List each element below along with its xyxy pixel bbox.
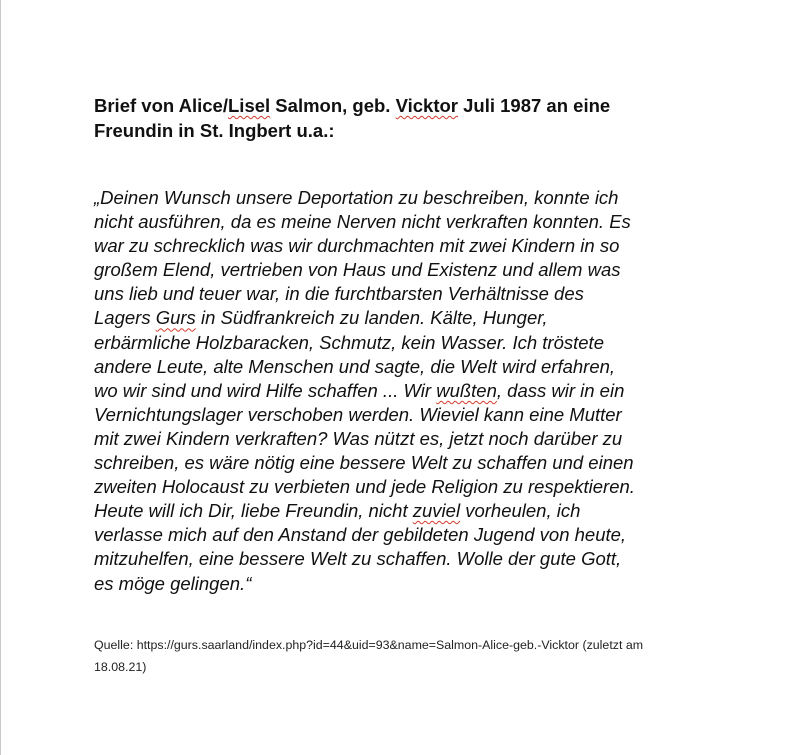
quote-line: Lagers Gurs in Südfrankreich zu landen. Kälte, Hunger, bbox=[94, 307, 548, 329]
quote-line: Heute will ich Dir, liebe Freundin, nicht zuviel vorheulen, ich bbox=[94, 500, 581, 522]
quote-line: mitzuhelfen, eine bessere Welt zu schaffen. Wolle der gute Gott, bbox=[94, 548, 622, 570]
quote-line: andere Leute, alte Menschen und sagte, die Welt wird erfahren, bbox=[94, 355, 616, 377]
quote-line: mit zwei Kindern verkraften? Was nützt es, jetzt noch darüber zu bbox=[94, 427, 623, 449]
letter-quote bbox=[94, 186, 734, 596]
source-line: Quelle: https://gurs.saarland/index.php?id=44&uid=93&name=Salmon-Alice-geb.-Vicktor (zuletzt am bbox=[94, 638, 644, 652]
quote-line: erbärmliche Holzbaracken, Schmutz, kein Wasser. Ich tröstete bbox=[94, 331, 604, 353]
quote-line: uns lieb und teuer war, in die furchtbarsten Verhältnisse des bbox=[94, 283, 584, 305]
spellcheck-word[interactable]: Vicktor bbox=[395, 95, 458, 116]
source-citation bbox=[94, 634, 734, 678]
spellcheck-word[interactable]: zuviel bbox=[412, 500, 461, 522]
quote-line: schreiben, es wäre nötig eine bessere Welt zu schaffen und einen bbox=[94, 452, 634, 474]
spellcheck-word[interactable]: Lisel bbox=[228, 95, 271, 116]
quote-line: „Deinen Wunsch unsere Deportation zu beschreiben, konnte ich bbox=[94, 187, 619, 208]
quote-line: verlasse mich auf den Anstand der gebildeten Jugend von heute, bbox=[94, 524, 627, 546]
quote-line: war zu schrecklich was wir durchmachten mit zwei Kindern in so bbox=[94, 235, 620, 257]
spellcheck-word[interactable]: Gurs bbox=[155, 307, 196, 329]
quote-line: wo wir sind und wird Hilfe schaffen ... Wir wußten, dass wir in ein bbox=[94, 379, 625, 401]
title-line: Freundin in St. Ingbert u.a.: bbox=[94, 120, 335, 141]
quote-line: es möge gelingen.“ bbox=[94, 572, 252, 594]
quote-line: großem Elend, vertrieben von Haus und Existenz und allem was bbox=[94, 259, 621, 281]
quote-line: zweiten Holocaust zu verbieten und jede Religion zu respektieren. bbox=[94, 476, 635, 498]
quote-line: nicht ausführen, da es meine Nerven nicht verkraften konnten. Es bbox=[94, 211, 631, 233]
spellcheck-word[interactable]: wußten bbox=[436, 379, 497, 401]
source-line: 18.08.21) bbox=[94, 660, 147, 674]
quote-line: Vernichtungslager verschoben werden. Wieviel kann eine Mutter bbox=[94, 403, 622, 425]
title-line: Brief von Alice/Lisel Salmon, geb. Vicktor Juli 1987 an eine bbox=[94, 95, 611, 116]
document-title bbox=[94, 93, 734, 143]
